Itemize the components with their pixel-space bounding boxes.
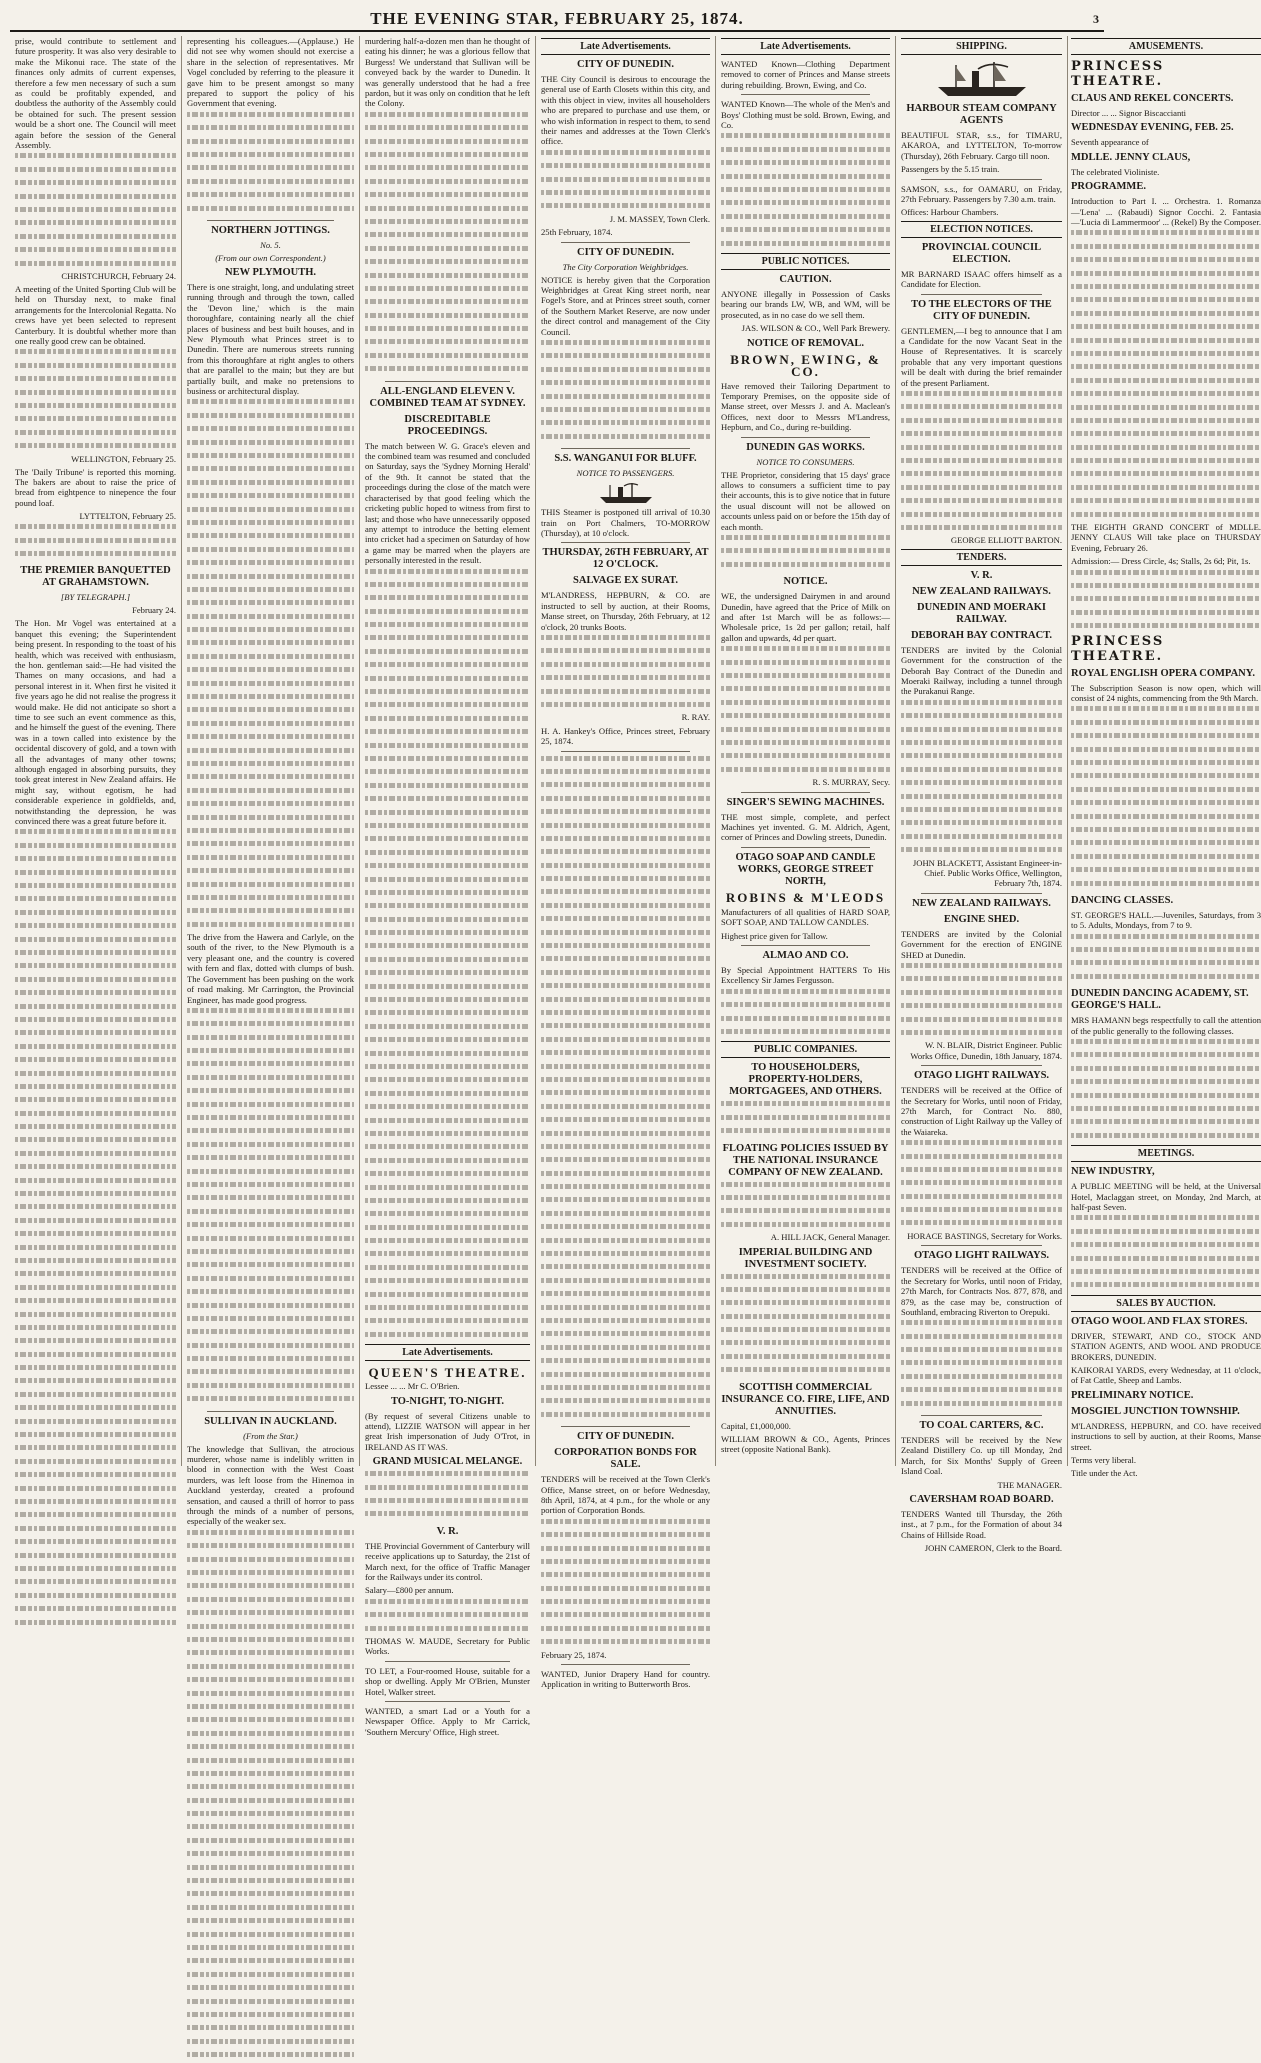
advert-text: THE Proprietor, considering that 15 days' grace allows to consumers a sufficient time to pay their accounts, this is to give notice that in future the usual discount will not be allowed on accounts unless paid on or before the 15th day of each month. <box>721 469 890 532</box>
advert-queens-theatre <box>365 1365 530 1522</box>
advert-signature: JAS. WILSON & CO., Well Park Brewery. <box>741 323 890 334</box>
advert-text: THE most simple, complete, and perfect Machines yet invented. G. M. Aldrich, Agent, corner of Princes and Dowling streets, Dunedin. <box>721 811 890 843</box>
text-block <box>721 646 890 777</box>
advert-text: KAIKORAI YARDS, every Wednesday, at 11 o'clock, of Fat Cattle, Sheep and Lambs. <box>1071 1364 1261 1386</box>
text-block <box>901 963 1062 1040</box>
advert-text: BEAUTIFUL STAR, s.s., for TIMARU, AKAROA, and LYTTELTON, To-morrow (Thursday), 26th February. Cargo till noon. <box>901 130 1062 161</box>
advert-title: OTAGO SOAP AND CANDLE WORKS, GEORGE STREET NORTH, <box>735 851 876 887</box>
advert-signature: HORACE BASTINGS, Secretary for Works. <box>907 1230 1062 1241</box>
advert-title: CITY OF DUNEDIN. <box>577 59 674 70</box>
text-block <box>365 112 530 377</box>
advert-text: TENDERS are invited by the Colonial Government for the construction of the Deborah Bay Contract of the Dunedin and Moeraki Railway, including a tunnel through the Purakanui Range. <box>901 644 1062 697</box>
section-header: SHIPPING. <box>901 38 1062 55</box>
advert-text: Offices: Harbour Chambers. <box>901 207 999 218</box>
text-block <box>365 1471 530 1522</box>
column-4 <box>536 36 716 1690</box>
article-text: The match between W. G. Grace's eleven and the combined team was resumed and concluded on Saturday, says the 'Sydney Morning Herald' of the 9th. It cannot be stated that the proceedings during the close of the match were characterised by that good feeling which the cricketing public hoped to witness from first to last; and those who have unnecessarily opposed any attempt to introduce the betting element into cricket had a specimen on Saturday of how a game may be marred when the players are personally interested in the result. <box>365 440 530 566</box>
advert-subhead: PROGRAMME. <box>1071 181 1146 193</box>
advert-subhead: The City Corporation Weighbridges. <box>562 261 689 272</box>
advert-text: TENDERS will be received at the Town Clerk's Office, Manse street, on or before Wednesday, 8th April, 1874, at 4 p.m., for the whole or any portion of Corporation Bonds. <box>541 1474 710 1516</box>
article-headline: THE PREMIER BANQUETTED AT GRAHAMSTOWN. <box>20 565 171 589</box>
text-block <box>187 1530 354 2063</box>
advert-title: OTAGO LIGHT RAILWAYS. <box>913 1250 1050 1262</box>
text-block <box>721 535 890 572</box>
advert-text: NOTICE is hereby given that the Corporation Weighbridges at Great King street north, near Fogel's Store, and at Princes street south, corner of the Southern Market Reserve, are now under the direct control and management of the City Council. <box>541 274 710 337</box>
article-headline: NORTHERN JOTTINGS. <box>211 224 330 236</box>
text-block <box>15 524 176 561</box>
section-header: SALES BY AUCTION. <box>1071 1295 1261 1312</box>
article-text: murdering half-a-dozen men than he thought of eating his dinner; he was a glorious fellow that Burgess! We understand that Sullivan will be conveyed back by the warder to Dunedin. It was generally understood that he had a free pardon, but it was only on condition that he left the Colony. <box>365 36 530 109</box>
advert-text: ST. GEORGE'S HALL.—Juveniles, Saturdays, from 3 to 5. Adults, Mondays, from 7 to 9. <box>1071 909 1261 931</box>
advert-text: GENTLEMEN,—I beg to announce that I am a Candidate for the now Vacant Seat in the House of Representatives. It is scarcely probable that any very important questions will be dealt with during the brief remainder of the present Parliament. <box>901 325 1062 388</box>
advert-text: Director ... ... Signor Biscaccianti <box>1071 108 1187 118</box>
advert-text: SAMSON, s.s., for OAMARU, on Friday, 27th February. Passengers by 7.30 a.m. train. <box>901 183 1062 205</box>
advert-title: CITY OF DUNEDIN. <box>577 246 674 258</box>
text-block <box>1071 1215 1261 1292</box>
masthead-title: THE EVENING STAR, FEBRUARY 25, 1874. <box>370 9 744 28</box>
columns <box>10 36 1261 1737</box>
steamship-icon <box>596 481 656 505</box>
advert-subhead: CLAUS AND REKEL CONCERTS. <box>1071 93 1234 104</box>
advert-title: DUNEDIN GAS WORKS. <box>746 441 865 453</box>
advert-text: M'LANDRESS, HEPBURN, & CO. are instructed to sell by auction, at their Rooms, Manse street, on Thursday, 26th February, at 12 o'clock, 20 trunks Boots. <box>541 590 710 632</box>
advert-title: SALVAGE EX SURAT. <box>573 575 678 587</box>
text-block <box>541 150 710 214</box>
steamship-icon <box>932 59 1032 99</box>
advert-date: WEDNESDAY EVENING, FEB. 25. <box>1071 122 1234 134</box>
dateline: LYTTELTON, February 25. <box>79 511 176 522</box>
text-block <box>1071 1039 1261 1143</box>
masthead <box>10 8 1104 32</box>
advert-subhead: FLOATING POLICIES ISSUED BY THE NATIONAL INSURANCE COMPANY OF NEW ZEALAND. <box>722 1142 889 1178</box>
article-number: No. 5. <box>260 239 281 250</box>
advert-title: OTAGO WOOL AND FLAX STORES. <box>1071 1315 1248 1327</box>
advert-text: WANTED, a smart Lad or a Youth for a Newspaper Office. Apply to Mr Carrick, 'Southern Mercury' Office, High street. <box>365 1706 530 1737</box>
advert-text: TENDERS will be received at the Office of the Secretary for Works, until noon of Friday, 27th March, for Contract No. 880, construction of Light Railway up the Valley of the Waiareka. <box>901 1085 1062 1137</box>
text-block <box>1071 706 1261 890</box>
text-block <box>901 700 1062 858</box>
advert-subhead: CORPORATION BONDS FOR SALE. <box>554 1447 697 1471</box>
advert-title: HARBOUR STEAM COMPANY AGENTS <box>906 103 1057 126</box>
advert-signature: R. S. MURRAY, Secy. <box>812 777 890 788</box>
advert-firm-name: ALMAO AND CO. <box>762 950 849 961</box>
text-block <box>541 1519 710 1650</box>
advert-text: TO LET, a Four-roomed House, suitable for a shop or dwelling. Apply Mr O'Brien, Munster Hotel, Walker street. <box>365 1665 530 1697</box>
text-block <box>187 112 354 216</box>
advert-signature: J. M. MASSEY, Town Clerk. <box>609 213 710 224</box>
section-header: ELECTION NOTICES. <box>901 221 1062 238</box>
article-text: The knowledge that Sullivan, the atrocious murderer, whose name is indelibly written in blood in connection with the West Coast murders, was left loose from the Hinemoa in Auckland yesterday, created a profound sensation, and caused a thrill of horror to pass through the minds of a number of persons, especially of the weaker sex. <box>187 1443 354 1527</box>
article-text: A meeting of the United Sporting Club will be held on Thursday next, to make final arrangements for the Intercolonial Regatta. No crews have yet been selected to represent Canterbury. It is doubtful whether more than one really good crew can be obtained. <box>15 283 176 347</box>
advert-subhead: NOTICE TO PASSENGERS. <box>576 468 675 479</box>
advert-text: THE Provincial Government of Canterbury will receive applications up to Saturday, the 21st of March next, for the office of Traffic Manager for the Railways under its control. <box>365 1540 530 1582</box>
advert-signature: THOMAS W. MAUDE, Secretary for Public Works. <box>365 1635 530 1657</box>
text-block <box>15 349 176 453</box>
text-block <box>365 1599 530 1636</box>
advert-subhead: ROYAL ENGLISH OPERA COMPANY. <box>1071 667 1255 679</box>
advert-text: Highest price given for Tallow. <box>721 930 828 941</box>
article-subhead: NEW PLYMOUTH. <box>224 266 316 278</box>
dateline: WELLINGTON, February 25. <box>71 453 176 464</box>
article-subhead: DISCREDITABLE PROCEEDINGS. <box>404 413 491 437</box>
section-header: Late Advertisements. <box>365 1344 530 1361</box>
advert-text: Seventh appearance of <box>1071 137 1149 148</box>
text-block <box>901 391 1062 535</box>
text-block <box>365 569 530 1343</box>
article-text: There is one straight, long, and undulating street running through and through the town, called the 'Devon line,' which is the main thoroughfare, containing nearly all the chief places of business and best built houses, and in New Plymouth what Princes street is to Dunedin. There are numerous streets running from this thoroughfare at right angles to others that are parallel to the main; but they are but partially built, and make no pretensions to business or architectural display. <box>187 281 354 397</box>
advert-title: CAUTION. <box>779 273 832 285</box>
royal-cipher: V. R. <box>436 1525 459 1537</box>
advert-title: OTAGO LIGHT RAILWAYS. <box>913 1070 1050 1082</box>
advert-title: TO THE ELECTORS OF THE CITY OF DUNEDIN. <box>911 298 1052 322</box>
advert-text: TENDERS are invited by the Colonial Government for the erection of ENGINE SHED at Dunedin. <box>901 928 1062 960</box>
article-source: (From the Star.) <box>243 1430 298 1441</box>
advert-text: TENDERS will be received at the Office of the Secretary for Works, until noon of Friday, 27th March, for Contracts Nos. 877, 878, and 879, as the case may be, construction of Southland, embracing Riverton to Orepuki. <box>901 1265 1062 1317</box>
article-text: The Hon. Mr Vogel was entertained at a banquet this evening; the Superintendent being present. In responding to the toast of his health, which was received with enthusiasm, the hon. gentleman said:—He had visited the Thames on many occasions, and had a personal interest in it. When first he visited it five years ago he did not realise the progress it would make. He did not anticipate so short a time to see such an event commence as this, and he himself the guest of the evening. There was in a town called into existence by the occidental discovery of gold, and a town with all the advantages of many other towns; although engaged in absorbing pursuits, they took great interest in New Zealand affairs. He might say, without egotism, he had considerable experience in goldfields, and, notwithstanding the depression, he was convinced there was a great future before it. <box>15 618 176 827</box>
text-block <box>541 340 710 444</box>
advert-date: THURSDAY, 26TH FEBRUARY, AT 12 O'CLOCK. <box>542 547 709 571</box>
advert-title: DANCING CLASSES. <box>1071 894 1174 906</box>
advert-signature: R. RAY. <box>681 712 710 723</box>
advert-title: NEW ZEALAND RAILWAYS. <box>912 585 1051 597</box>
advert-text: A PUBLIC MEETING will be held, at the Universal Hotel, Maclaggan street, on Monday, 2nd March, at half-past Seven. <box>1071 1181 1261 1213</box>
text-block <box>541 756 710 1423</box>
advert-title: PROVINCIAL COUNCIL ELECTION. <box>921 241 1042 265</box>
article-source: [BY TELEGRAPH.] <box>60 592 131 603</box>
advert-signature: W. N. BLAIR, District Engineer. Public Works Office, Dunedin, 18th January, 1874. <box>910 1040 1062 1061</box>
advert-performer: MDLLE. JENNY CLAUS, <box>1071 151 1191 163</box>
advert-lessee: Lessee ... ... Mr C. O'Brien. <box>365 1381 460 1392</box>
article-source: (From our own Correspondent.) <box>215 252 326 263</box>
advert-text: Terms very liberal. <box>1071 1455 1137 1466</box>
advert-text: Passengers by the 5.15 train. <box>901 164 1000 175</box>
article-text: The drive from the Hawera and Carlyle, on the south of the river, to the New Plymouth is a very pleasant one, and the country is covered with fern and flax, dotted with clumps of bush. The Government has been pushing on the work of road making. Mr Carrington, the Provincial Engineer, has made good progress. <box>187 932 354 1005</box>
section-header: PUBLIC COMPANIES. <box>721 1041 890 1058</box>
advert-text: THE City Council is desirous to encourage the general use of Earth Closets within this city, and with this object in view, invites all householders who are prepared to purchase and use them, or who wish information in respect to them, to send their names and addresses at the Town Clerk's office. <box>541 74 710 147</box>
text-block <box>187 1008 354 1407</box>
advert-title: TO HOUSEHOLDERS, PROPERTY-HOLDERS, MORTGAGEES, AND OTHERS. <box>729 1062 882 1098</box>
column-3 <box>360 36 536 1737</box>
text-block <box>901 1320 1062 1411</box>
text-block <box>1071 934 1261 985</box>
section-header: PUBLIC NOTICES. <box>721 253 890 270</box>
text-block <box>721 133 890 251</box>
article-text: prise, would contribute to settlement and future prosperity. It was also very desirable to make the Mikonui race. The state of the finances only admits of current expenses, therefore a few men necessary of such a sum as could be profitably expended, and doubtless the authority of the Assembly could be obtained for such. The present session would be a short one. The Council will meet again before the session of the General Assembly. <box>15 36 176 151</box>
section-header: Late Advertisements. <box>721 38 890 55</box>
advert-title: PRINCESS THEATRE. <box>1071 633 1165 664</box>
advert-title: NOTICE OF REMOVAL. <box>747 337 864 349</box>
advert-signature: THE MANAGER. <box>997 1479 1062 1490</box>
text-block <box>1071 570 1261 634</box>
advert-title: TO COAL CARTERS, &C. <box>919 1420 1044 1432</box>
advert-text: MRS HAMANN begs respectfully to call the attention of the public generally to the following classes. <box>1071 1015 1261 1036</box>
section-header: Late Advertisements. <box>541 38 710 55</box>
article-text: representing his colleagues.—(Applause.) He did not see why women should not exercise a share in the selection of representatives. Mr Vogel concluded by referring to the pleasure it gave him to be present amongst so many prepared to support the policy of his Government that evening. <box>187 36 354 109</box>
article-headline: SULLIVAN IN AUCKLAND. <box>204 1415 337 1427</box>
section-header: MEETINGS. <box>1071 1145 1261 1162</box>
advert-subhead: DUNEDIN AND MOERAKI RAILWAY. <box>917 601 1046 625</box>
advert-title: CITY OF DUNEDIN. <box>577 1431 674 1443</box>
advert-text: Capital, £1,000,000. <box>721 1420 791 1431</box>
advert-date: February 25, 1874. <box>541 1649 607 1660</box>
column-5 <box>716 36 896 1466</box>
advert-subhead: DEBORAH BAY CONTRACT. <box>910 629 1053 641</box>
advert-text: THIS Steamer is postponed till arrival of 10.30 train on Port Chalmers, TO-MORROW (Thursday), at 10 o'clock. <box>541 507 710 538</box>
text-block <box>1071 230 1261 522</box>
advert-subhead: MOSGIEL JUNCTION TOWNSHIP. <box>1071 1405 1240 1417</box>
advert-text: WANTED, Junior Drapery Hand for country. Application in writing to Butterworth Bros. <box>541 1669 710 1690</box>
advert-signature: JOHN CAMERON, Clerk to the Board. <box>924 1543 1062 1554</box>
text-block <box>721 1182 890 1233</box>
advert-text: H. A. Hankey's Office, Princes street, February 25, 1874. <box>541 725 710 747</box>
advert-text: WE, the undersigned Dairymen in and around Dunedin, have agreed that the Price of Milk on and after 1st March will be as follows:—Wholesale price, 1s 2d per gallon; retail, half gallon and upwards, 4d per quart. <box>721 591 890 643</box>
dateline: February 24. <box>132 605 176 616</box>
column-7 <box>1068 36 1261 1479</box>
advert-signature: JOHN BLACKETT, Assistant Engineer-in-Chief. Public Works Office, Wellington, February 7th, 1874. <box>912 857 1062 889</box>
advert-text: Have removed their Tailoring Department to Temporary Premises, on the opposite side of Manse street, over Messrs J. and A. Maclean's Offices, next door to Messrs M'Landress, Hepburn, and Co., during re-building. <box>721 380 890 433</box>
advert-text: The Subscription Season is now open, which will consist of 24 nights, commencing from the 9th March. <box>1071 682 1261 704</box>
advert-title: PRINCESS THEATRE. <box>1071 59 1165 89</box>
article-text: The 'Daily Tribune' is reported this morning. The bakers are about to raise the price of bread from eightpence to ninepence the four pound loaf. <box>15 466 176 508</box>
advert-subhead: GRAND MUSICAL MELANGE. <box>372 1456 523 1468</box>
text-block <box>15 153 176 271</box>
advert-title: NEW ZEALAND RAILWAYS. <box>912 897 1051 909</box>
advert-subhead: ENGINE SHED. <box>943 913 1020 925</box>
text-block <box>721 989 890 1040</box>
advert-text: ANYONE illegally in Possession of Casks bearing our brands LW, WB, and WM, will be prosecuted, as in no case do we sell them. <box>721 288 890 320</box>
dateline: CHRISTCHURCH, February 24. <box>61 270 176 281</box>
advert-text: (By request of several Citizens unable to attend), LIZZIE WATSON will appear in her great Irish impersonation of Judy O'Trot, in IRELAND AS IT WAS. <box>365 1410 530 1452</box>
section-header: AMUSEMENTS. <box>1071 38 1261 55</box>
advert-text: DRIVER, STEWART, AND CO., STOCK AND STATION AGENTS, AND WOOL AND PRODUCE BROKERS, DUNEDIN. <box>1071 1330 1261 1362</box>
advert-text: Admission:— Dress Circle, 4s; Stalls, 2s 6d; Pit, 1s. <box>1071 556 1251 567</box>
royal-cipher: V. R. <box>970 569 993 581</box>
text-block <box>541 635 710 712</box>
advert-text: TENDERS will be received by the New Zealand Distillery Co. up till Monday, 2nd March, for Six Months' Supply of Green Island Coal. <box>901 1435 1062 1477</box>
advert-title: DUNEDIN DANCING ACADEMY, ST. GEORGE'S HALL. <box>1071 988 1249 1012</box>
text-block <box>901 1140 1062 1231</box>
column-6 <box>896 36 1068 1554</box>
advert-text: Manufacturers of all qualities of HARD SOAP, SOFT SOAP, AND TALLOW CANDLES. <box>721 906 890 928</box>
advert-date: 25th February, 1874. <box>541 227 613 238</box>
advert-text: WILLIAM BROWN & CO., Agents, Princes street (opposite National Bank). <box>721 1434 890 1455</box>
advert-title: NOTICE. <box>783 576 828 588</box>
advert-title: CAVERSHAM ROAD BOARD. <box>909 1494 1054 1506</box>
advert-text: THE EIGHTH GRAND CONCERT of MDLLE. JENNY CLAUS Will take place on THURSDAY Evening, February 26. <box>1071 522 1261 553</box>
text-block <box>721 1274 890 1378</box>
advert-title: PRELIMINARY NOTICE. <box>1071 1389 1194 1401</box>
advert-text: MR BARNARD ISAAC offers himself as a Candidate for Election. <box>901 268 1062 290</box>
advert-title: S.S. WANGANUI FOR BLUFF. <box>554 453 697 465</box>
advert-subhead: TO-NIGHT, TO-NIGHT. <box>390 1395 505 1407</box>
advert-subhead: NOTICE TO CONSUMERS. <box>756 456 855 467</box>
advert-text: Title under the Act. <box>1071 1468 1138 1479</box>
advert-signature: A. HILL JACK, General Manager. <box>770 1232 890 1243</box>
advert-title: NEW INDUSTRY, <box>1071 1166 1155 1178</box>
advert-firm-name: ROBINS & M'LEODS <box>725 889 886 905</box>
advert-text: Introduction to Part I. ... Orchestra. 1. Romanza—'Lena' ... (Rabaudi) Signor Cocchi. 2. Fantasia—'Lucia di Lammermoor' ... (Rekel) By the Composer. <box>1071 196 1261 228</box>
article-headline: ALL-ENGLAND ELEVEN V. COMBINED TEAM AT SYDNEY. <box>369 385 526 409</box>
advert-text: WANTED Known—Clothing Department removed to corner of Princes and Manse streets during rebuilding. Brown, Ewing, and Co. <box>721 59 890 90</box>
column-2 <box>182 36 360 1527</box>
text-block <box>15 829 176 1629</box>
advert-text: Salary—£800 per annum. <box>365 1585 454 1596</box>
advert-signature: GEORGE ELLIOTT BARTON. <box>950 535 1062 546</box>
text-block <box>721 1101 890 1138</box>
advert-title: SINGER'S SEWING MACHINES. <box>726 796 885 808</box>
section-header: TENDERS. <box>901 549 1062 566</box>
text-block <box>187 399 354 932</box>
advert-text: WANTED Known—The whole of the Men's and Boys' Clothing must be sold. Brown, Ewing, and Co. <box>721 99 890 131</box>
advert-title: SCOTTISH COMMERCIAL INSURANCE CO. FIRE, LIFE, AND ANNUITIES. <box>721 1381 890 1417</box>
advert-text: By Special Appointment HATTERS To His Excellency Sir James Fergusson. <box>721 965 890 986</box>
advert-text: TENDERS Wanted till Thursday, the 26th inst., at 7 p.m., for the Formation of about 34 Chains of Hillside Road. <box>901 1509 1062 1540</box>
advert-text: The celebrated Violiniste. <box>1071 166 1160 177</box>
column-1 <box>10 36 182 1466</box>
advert-text: M'LANDRESS, HEPBURN, and CO. have received instructions to sell by auction, at their Rooms, Manse street. <box>1071 1420 1261 1452</box>
advert-title: IMPERIAL BUILDING AND INVESTMENT SOCIETY. <box>738 1246 873 1270</box>
page-number: 3 <box>1093 12 1100 26</box>
advert-title: QUEEN'S THEATRE. <box>368 1365 527 1381</box>
advert-firm-name: BROWN, EWING, & CO. <box>730 351 881 379</box>
